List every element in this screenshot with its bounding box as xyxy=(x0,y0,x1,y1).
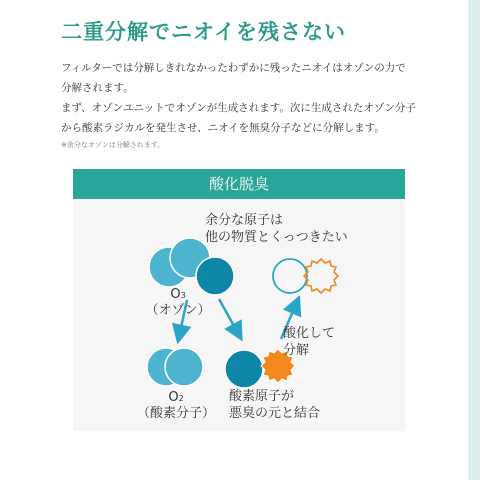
right-margin-band xyxy=(468,0,480,480)
o3-formula: O xyxy=(170,287,181,302)
o3-label xyxy=(143,287,213,304)
oxidation-deodorization-diagram xyxy=(73,169,405,431)
o2-formula: O xyxy=(168,390,179,405)
o3-name: （オゾン） xyxy=(145,303,211,318)
arrow-atom-down xyxy=(219,299,239,335)
o2-label xyxy=(141,390,211,407)
paragraph-line-4: から酸素ラジカルを発生させ、ニオイを無臭分子などに分解します。 xyxy=(61,122,385,134)
decomposed-oxygen-outline xyxy=(273,259,307,293)
oxygen-atom-label-line-1: 酸素原子が xyxy=(229,389,295,404)
callout-line-1: 余分な原子は xyxy=(205,213,284,228)
o2-name: （酸素分子） xyxy=(136,406,215,421)
o2-subscript: 2 xyxy=(178,394,184,403)
diagram-title: 酸化脱臭 xyxy=(73,169,405,199)
page-heading: 二重分解でニオイを残さない xyxy=(61,20,346,44)
bonding-oxygen-atom xyxy=(225,350,263,388)
o3-subscript: 3 xyxy=(180,291,186,300)
footnote: ※余分なオゾンは分解されます。 xyxy=(61,141,165,149)
callout-line-2: 他の物質とくっつきたい xyxy=(205,230,348,245)
oxidize-label-line-1: 酸化して xyxy=(283,326,336,341)
paragraph-line-3: まず、オゾンユニットでオゾンが生成されます。次に生成されたオゾン分子 xyxy=(61,102,416,114)
oxygen-atom-label-line-2: 悪臭の元と結合 xyxy=(229,406,321,421)
decomposed-odor-outline xyxy=(304,259,338,293)
paragraph-line-2: 分解されます。 xyxy=(61,82,134,94)
o2-atom-right xyxy=(165,348,203,386)
paragraph-line-1: フィルターでは分解しきれなかったわずかに残ったニオイはオゾンの力で xyxy=(61,62,406,74)
oxidize-label-line-2: 分解 xyxy=(283,343,310,358)
